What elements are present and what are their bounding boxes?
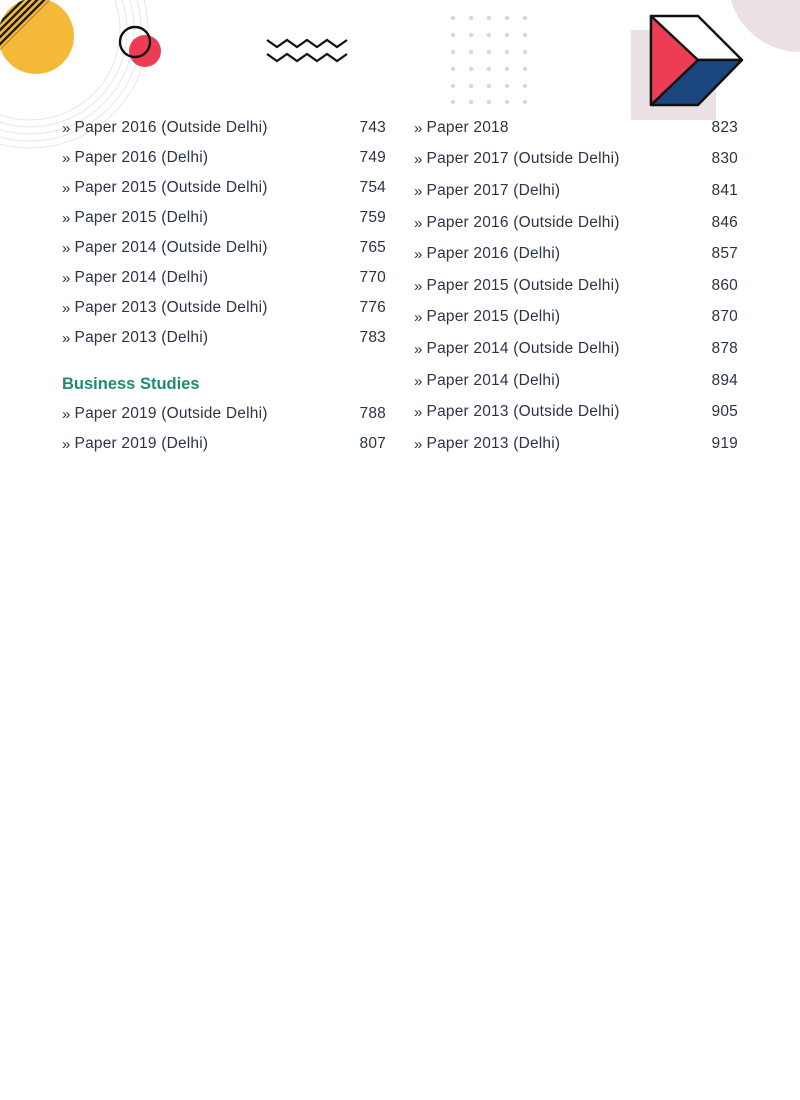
entry-title: Paper 2014 (Delhi) — [74, 269, 209, 286]
entry-title: Paper 2014 (Outside Delhi) — [74, 239, 268, 256]
toc-entry[interactable] — [414, 401, 738, 423]
entry-title: Paper 2016 (Outside Delhi) — [426, 214, 620, 231]
page-number: 878 — [711, 340, 738, 357]
striped-semicircle-icon — [0, 0, 74, 74]
toc-entry[interactable] — [62, 297, 386, 319]
toc-entry[interactable] — [62, 327, 386, 349]
toc-entry[interactable] — [414, 306, 738, 328]
page-number: 743 — [359, 119, 386, 136]
entry-title: Paper 2014 (Delhi) — [426, 372, 561, 389]
page-number: 759 — [359, 209, 386, 226]
entry-title: Paper 2019 (Delhi) — [74, 435, 209, 452]
entry-title: Paper 2013 (Delhi) — [74, 329, 209, 346]
section-heading: Business Studies — [62, 375, 200, 393]
bullet-icon: » — [414, 245, 423, 263]
entry-title: Paper 2013 (Outside Delhi) — [74, 299, 268, 316]
dot-grid-icon — [451, 16, 527, 104]
page-number: 841 — [711, 182, 738, 199]
bullet-icon: » — [414, 182, 423, 200]
bullet-icon: » — [62, 405, 71, 423]
page-number: 894 — [711, 372, 738, 389]
toc-entry[interactable] — [62, 207, 386, 229]
bullet-icon: » — [414, 435, 423, 453]
entry-title: Paper 2015 (Outside Delhi) — [74, 179, 268, 196]
page-number: 823 — [711, 119, 738, 136]
entry-title: Paper 2016 (Delhi) — [426, 245, 561, 262]
entry-title: Paper 2013 (Outside Delhi) — [426, 403, 620, 420]
entry-title: Paper 2016 (Delhi) — [74, 149, 209, 166]
page-number: 770 — [359, 269, 386, 286]
page-number: 857 — [711, 245, 738, 262]
bullet-icon: » — [62, 329, 71, 347]
page-number: 765 — [359, 239, 386, 256]
page-number: 783 — [359, 329, 386, 346]
toc-entry[interactable] — [414, 433, 738, 455]
bullet-icon: » — [62, 149, 71, 167]
toc-entry[interactable] — [414, 212, 738, 234]
toc-entry[interactable] — [414, 180, 738, 202]
entry-title: Paper 2017 (Outside Delhi) — [426, 150, 620, 167]
bullet-icon: » — [414, 372, 423, 390]
bullet-icon: » — [62, 209, 71, 227]
bullet-icon: » — [62, 179, 71, 197]
entry-title: Paper 2015 (Outside Delhi) — [426, 277, 620, 294]
page-number: 870 — [711, 308, 738, 325]
bullet-icon: » — [62, 119, 71, 137]
toc-entry[interactable] — [62, 267, 386, 289]
page-number: 788 — [359, 405, 386, 422]
page-number: 776 — [359, 299, 386, 316]
toc-entry[interactable] — [62, 117, 386, 139]
bullet-icon: » — [62, 269, 71, 287]
toc-entry[interactable] — [62, 433, 386, 455]
entry-title: Paper 2015 (Delhi) — [426, 308, 561, 325]
bullet-icon: » — [414, 119, 423, 137]
isometric-cube-icon — [651, 16, 742, 105]
bullet-icon: » — [414, 150, 423, 168]
bullet-icon: » — [414, 308, 423, 326]
toc-entry[interactable] — [62, 177, 386, 199]
zigzag-icon — [267, 40, 347, 61]
toc-entry[interactable] — [62, 237, 386, 259]
toc-entry[interactable] — [414, 148, 738, 170]
page-number: 919 — [711, 435, 738, 452]
entry-title: Paper 2015 (Delhi) — [74, 209, 209, 226]
bullet-icon: » — [414, 403, 423, 421]
toc-entry[interactable] — [414, 370, 738, 392]
toc-entry[interactable] — [414, 243, 738, 265]
page-number: 830 — [711, 150, 738, 167]
page-number: 860 — [711, 277, 738, 294]
entry-title: Paper 2019 (Outside Delhi) — [74, 405, 268, 422]
bullet-icon: » — [62, 239, 71, 257]
bullet-icon: » — [414, 277, 423, 295]
page-number: 749 — [359, 149, 386, 166]
entry-title: Paper 2014 (Outside Delhi) — [426, 340, 620, 357]
page-number: 754 — [359, 179, 386, 196]
entry-title: Paper 2013 (Delhi) — [426, 435, 561, 452]
page-number: 905 — [711, 403, 738, 420]
bullet-icon: » — [62, 435, 71, 453]
entry-title: Paper 2016 (Outside Delhi) — [74, 119, 268, 136]
toc-entry[interactable] — [414, 338, 738, 360]
toc-entry[interactable] — [62, 147, 386, 169]
entry-title: Paper 2018 — [426, 119, 509, 136]
bullet-icon: » — [414, 340, 423, 358]
page-number: 807 — [359, 435, 386, 452]
bullet-icon: » — [414, 214, 423, 232]
page-number: 846 — [711, 214, 738, 231]
toc-entry[interactable] — [414, 117, 738, 139]
entry-title: Paper 2017 (Delhi) — [426, 182, 561, 199]
toc-entry[interactable] — [62, 403, 386, 425]
bullet-icon: » — [62, 299, 71, 317]
toc-entry[interactable] — [414, 275, 738, 297]
